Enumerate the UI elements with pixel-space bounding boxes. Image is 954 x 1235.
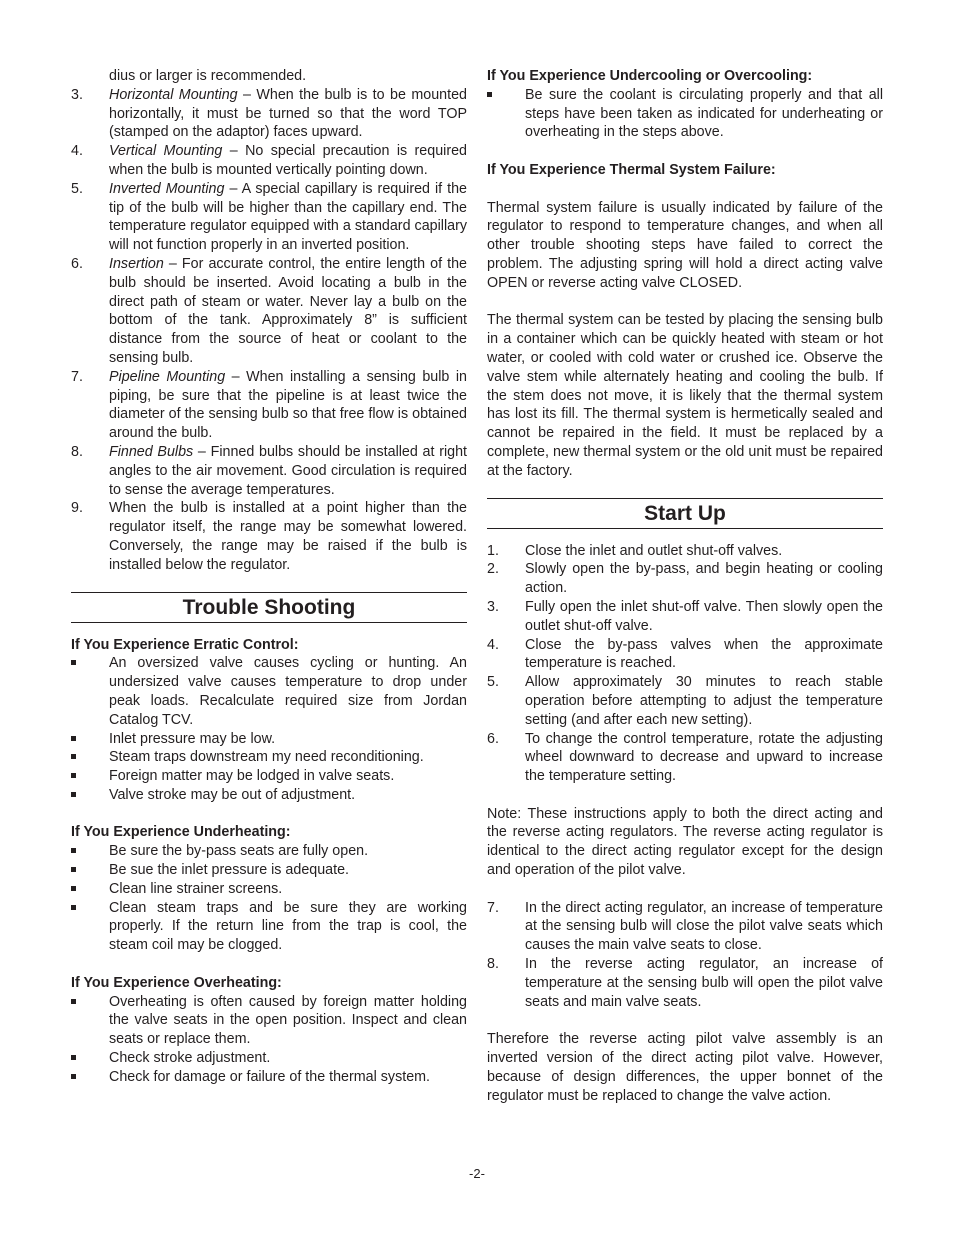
erratic-control-heading: If You Experience Erratic Control: [71,636,299,653]
list-item: Be sure the by-pass seats are fully open. [71,842,467,861]
left-column [71,67,467,1087]
list-item: Inlet pressure may be low. [71,730,467,749]
list-item: 1. Close the inlet and outlet shut-off valves. [487,542,783,559]
list-item: Be sure the coolant is circulating properly and that all steps have been taken as indicated for underheating or overheating in the steps above. [487,86,883,142]
list-item: An oversized valve causes cycling or hunting. An undersized valve causes temperature to drop under peak loads. Recalculate required size from Jordan Catalog TCV. [71,654,467,729]
bullet-icon [71,754,76,759]
list-item: Clean line strainer screens. [71,880,467,899]
note-paragraph: Note: These instructions apply to both the direct acting and the reverse acting regulators. The reverse acting regulator is identical to the direct acting regulator except for the design and operation of the pilot valve. [487,805,883,879]
list-item: 8. In the reverse acting regulator, an increase of temperature at the sensing bulb will open the pilot valve seats and main valve seats. [487,956,883,1010]
list-item: 2. Slowly open the by-pass, and begin heating or cooling action. [487,561,883,597]
list-item: Valve stroke may be out of adjustment. [71,786,467,805]
bullet-icon [71,773,76,778]
list-item: 4. Vertical Mounting – No special precaution is required when the bulb is mounted vertically pointing down. [71,143,467,178]
list-item: 6. To change the control temperature, rotate the adjusting wheel downward to decrease and upward to increase the temperature setting. [487,730,883,785]
bullet-icon [71,999,76,1004]
start-up-heading: Start Up [487,498,883,529]
list-item: Be sue the inlet pressure is adequate. [71,861,467,880]
thermal-test-paragraph: The thermal system can be tested by placing the sensing bulb in a container which can be quickly heated with steam or hot water, or cooled with cold water or crushed ice. Observe the valve stem while alternately heating and cooling the bulb. If the stem does not move, it is likely that the thermal system has lost its fill. The thermal system is hermetically sealed and cannot be repaired in the field. It must be replaced by a complete, new thermal system or the old unit must be repaired at the factory. [487,312,883,479]
acting-notes-list [487,899,883,1012]
list-item: Steam traps downstream my need reconditioning. [71,748,467,767]
list-item: 5. Inverted Mounting – A special capillary is required if the tip of the bulb will be higher than the capillary end. The temperature regulator equipped with a standard capillary will not function properly in an inverted position. [71,180,467,254]
bullet-icon [71,905,76,910]
overheating-list [71,993,467,1087]
continued-line: dius or larger is recommended. [109,68,307,84]
bullet-icon [71,886,76,891]
list-item: 3. Fully open the inlet shut-off valve. Then slowly open the outlet shut-off valve. [487,598,883,634]
bullet-icon [487,92,492,97]
list-item: Check stroke adjustment. [71,1049,467,1068]
bullet-icon [71,736,76,741]
list-item: 7. In the direct acting regulator, an increase of temperature at the sensing bulb will close the pilot valve seats which causes the main valve seats to close. [487,899,883,954]
erratic-control-list [71,654,467,804]
page-number: -2- [469,1166,485,1181]
mounting-list [71,86,467,575]
list-item: 7. Pipeline Mounting – When installing a sensing bulb in piping, be sure that the pipeline is at least twice the diameter of the sensing bulb so that free flow is obtained around the bulb. [71,368,468,442]
list-item: 6. Insertion – For accurate control, the entire length of the bulb should be inserted. Avoid locating a bulb in the direct path of steam or water. Never lay a bulb on the bottom of the tank. Approximately 8” is sufficient distance from the source of heat or coolant to the sensing bulb. [71,255,467,366]
list-item: 8. Finned Bulbs – Finned bulbs should be installed at right angles to the air movement. Good circulation is required to sense the average temperatures. [71,443,468,498]
bullet-icon [71,867,76,872]
bullet-icon [71,848,76,853]
undercooling-heading: If You Experience Undercooling or Overcooling: [487,68,813,84]
thermal-failure-paragraph: Thermal system failure is usually indicated by failure of the regulator to respond to temperature changes, and when all other trouble shooting steps have failed to correct the problem. The adjusting spring will hold a direct acting valve OPEN or reverse acting valve CLOSED. [487,199,883,291]
list-item: Check for damage or failure of the thermal system. [71,1068,467,1087]
list-item: 9. When the bulb is installed at a point higher than the regulator itself, the range may be somewhat lowered. Conversely, the range may be raised if the bulb is installed below the regulator. [71,500,467,573]
underheating-heading: If You Experience Underheating: [71,824,291,841]
trouble-shooting-heading: Trouble Shooting [71,592,467,623]
list-item: 5. Allow approximately 30 minutes to reach stable operation before attempting to adjust the temperature setting (and after each new setting). [487,674,883,728]
right-column [487,67,883,1105]
therefore-paragraph: Therefore the reverse acting pilot valve assembly is an inverted version of the direct acting pilot valve. However, because of design differences, the upper bonnet of the regulator must be replaced to change the valve action. [487,1031,883,1104]
list-item: Foreign matter may be lodged in valve seats. [71,767,467,786]
bullet-icon [71,1074,76,1079]
overheating-heading: If You Experience Overheating: [71,974,282,991]
underheating-list [71,842,467,955]
list-item: 3. Horizontal Mounting – When the bulb is to be mounted horizontally, it must be turned so that the word TOP (stamped on the adaptor) faces upward. [71,86,467,141]
bullet-icon [71,792,76,797]
list-item: 4. Close the by-pass valves when the approximate temperature is reached. [487,636,883,672]
start-up-list [487,542,883,786]
undercooling-list [487,86,883,142]
bullet-icon [71,1055,76,1060]
list-item: Overheating is often caused by foreign matter holding the valve seats in the open position. Inspect and clean seats or replace them. [71,993,467,1049]
thermal-failure-heading: If You Experience Thermal System Failure: [487,161,776,178]
list-item: Clean steam traps and be sure they are working properly. If the return line from the trap is cool, the steam coil may be clogged. [71,899,467,955]
bullet-icon [71,660,76,665]
